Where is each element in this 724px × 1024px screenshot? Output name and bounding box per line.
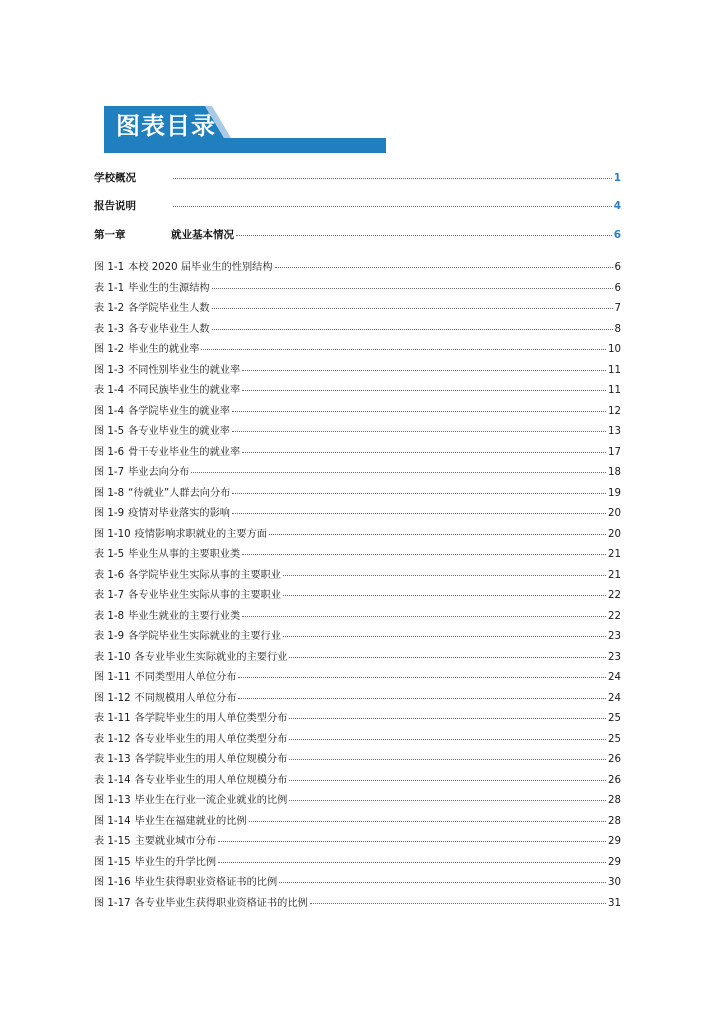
- toc-entry-title: 毕业生的生源结构: [128, 282, 210, 294]
- toc-entry-label: 表 1-5: [94, 549, 125, 560]
- toc-leader-dots: [212, 307, 613, 309]
- toc-entry-row[interactable]: [94, 873, 621, 888]
- toc-entry-row[interactable]: [94, 484, 621, 499]
- toc-page-number: 7: [614, 303, 621, 314]
- toc-page-number: 23: [608, 651, 621, 663]
- toc-entry-title: 疫情对毕业落实的影响: [128, 508, 230, 519]
- toc-entry-label: 图 1-8: [94, 487, 125, 499]
- toc-leader-dots: [289, 738, 606, 740]
- toc-entry-row[interactable]: [94, 750, 621, 765]
- toc-entry-label: 表 1-14: [94, 774, 131, 786]
- toc-entry-row[interactable]: [94, 771, 621, 786]
- toc-leader-dots: [212, 328, 613, 330]
- toc-entry-label: 图 1-16: [94, 877, 131, 888]
- toc-entry-label: 表 1-2: [94, 303, 125, 314]
- toc-leader-dots: [232, 410, 606, 412]
- toc-page-number: 21: [608, 569, 621, 581]
- toc-leader-dots: [236, 234, 612, 236]
- toc-entry-title: 各专业毕业生的就业率: [128, 426, 230, 437]
- toc-entry-label: 表 1-4: [94, 385, 125, 396]
- toc-entry-label: 图 1-14: [94, 815, 131, 827]
- toc-entry-title: 主要就业城市分布: [134, 836, 217, 847]
- toc-leader-dots: [201, 348, 606, 350]
- toc-entry-label: 表 1-12: [94, 733, 131, 745]
- toc-entry-title: 各专业毕业生的用人单位规模分布: [134, 774, 288, 786]
- toc-entry-title: 毕业去向分布: [128, 467, 190, 478]
- toc-page-number: 6: [614, 262, 621, 273]
- toc-entry-title: 毕业生从事的主要职业类: [128, 549, 241, 560]
- toc-entry-label: 表 1-1: [94, 282, 125, 294]
- toc-page-number: 17: [608, 446, 621, 458]
- toc-entry-title: 毕业生在行业一流企业就业的比例: [134, 795, 288, 806]
- toc-entry-row[interactable]: [94, 320, 621, 335]
- toc-entry-row[interactable]: [94, 894, 621, 909]
- toc-page-number: 22: [608, 610, 621, 622]
- toc-page-number: 26: [608, 774, 621, 786]
- toc-entry-title: 毕业生获得职业资格证书的比例: [134, 877, 278, 888]
- toc-page-number: 20: [608, 508, 621, 519]
- toc-page-number: 28: [608, 795, 621, 806]
- toc-page-number: 24: [608, 672, 621, 683]
- toc-entry-row[interactable]: [94, 607, 621, 622]
- toc-entry-title: “待就业”人群去向分布: [128, 487, 231, 499]
- toc-leader-dots: [238, 697, 606, 699]
- toc-leader-dots: [232, 512, 606, 514]
- toc-entry-row[interactable]: [94, 832, 621, 847]
- toc-entry-title: 毕业生在福建就业的比例: [134, 815, 247, 827]
- toc-entry-row[interactable]: [94, 299, 621, 314]
- toc-entry-label: 图 1-17: [94, 897, 131, 909]
- toc-leader-dots: [283, 594, 606, 596]
- toc-entry-title: 不同性别毕业生的就业率: [128, 364, 241, 376]
- toc-page-number: 28: [608, 815, 621, 827]
- toc-leader-dots: [232, 430, 606, 432]
- toc-entry-title: 各专业毕业生人数: [128, 323, 210, 335]
- toc-section-label: 报告说明: [94, 200, 136, 212]
- toc-page-number: 25: [608, 713, 621, 724]
- toc-entry-title: 各学院毕业生实际就业的主要行业: [128, 631, 281, 642]
- toc-leader-dots: [212, 287, 613, 289]
- toc-page-number: 18: [608, 467, 621, 478]
- toc-leader-dots: [173, 177, 612, 179]
- toc-page-number: 30: [608, 877, 621, 888]
- toc-entry-title: 各学院毕业生人数: [128, 303, 210, 314]
- toc-page-number: 26: [608, 754, 621, 765]
- toc-leader-dots: [289, 758, 606, 760]
- toc-entry-label: 图 1-2: [94, 344, 125, 355]
- toc-entry-title: 各学院毕业生的用人单位类型分布: [134, 713, 288, 724]
- toc-entry-label: 表 1-9: [94, 631, 125, 642]
- toc-entry-title: 各专业毕业生实际从事的主要职业: [128, 590, 281, 601]
- toc-page-number: 6: [614, 282, 621, 294]
- toc-entry-label: 表 1-7: [94, 590, 125, 601]
- toc-entry-title: 本校 2020 届毕业生的性别结构: [128, 262, 273, 273]
- toc-entry-row[interactable]: [94, 853, 621, 868]
- toc-entry-row[interactable]: [94, 791, 621, 806]
- toc-section-row[interactable]: [94, 170, 621, 185]
- toc-entry-label: 图 1-13: [94, 795, 131, 806]
- toc-page-number: 21: [608, 549, 621, 560]
- toc-entry-label: 图 1-5: [94, 426, 125, 437]
- toc-page-number: 31: [608, 897, 621, 909]
- toc-page-number: 13: [608, 426, 621, 437]
- toc-leader-dots: [242, 369, 606, 371]
- toc-entry-title: 不同规模用人单位分布: [134, 692, 237, 704]
- toc-section-label: 第一章: [94, 229, 126, 241]
- toc-entry-label: 图 1-3: [94, 364, 125, 376]
- toc-entry-row[interactable]: [94, 258, 621, 273]
- toc-leader-dots: [275, 266, 613, 268]
- toc-page-number: 25: [608, 733, 621, 745]
- toc-entry-title: 毕业生的升学比例: [134, 856, 217, 868]
- toc-entry-label: 表 1-13: [94, 754, 131, 765]
- toc-leader-dots: [289, 779, 606, 781]
- toc-section-row[interactable]: [94, 198, 621, 213]
- toc-leader-dots: [310, 902, 606, 904]
- toc-leader-dots: [289, 717, 606, 719]
- toc-entry-title: 疫情影响求职就业的主要方面: [134, 528, 267, 540]
- toc-entry-row[interactable]: [94, 443, 621, 458]
- toc-entry-title: 各专业毕业生实际就业的主要行业: [134, 651, 288, 663]
- toc-entry-row[interactable]: [94, 689, 621, 704]
- toc-entry-title: 各专业毕业生获得职业资格证书的比例: [134, 897, 308, 909]
- toc-entry-row[interactable]: [94, 586, 621, 601]
- toc-entry-row[interactable]: [94, 668, 621, 683]
- toc-entry-label: 图 1-9: [94, 508, 125, 519]
- toc-leader-dots: [283, 574, 606, 576]
- toc-leader-dots: [242, 451, 606, 453]
- toc-section-row[interactable]: [94, 227, 621, 242]
- toc-entry-title: 各学院毕业生的用人单位规模分布: [134, 754, 288, 765]
- toc-entry-label: 表 1-11: [94, 713, 131, 724]
- toc-leader-dots: [238, 676, 606, 678]
- page-title: 图表目录: [116, 112, 216, 140]
- toc-entry-label: 表 1-15: [94, 836, 131, 847]
- toc-leader-dots: [289, 799, 606, 801]
- toc-entry-label: 图 1-1: [94, 262, 125, 273]
- toc-page-number: 29: [608, 856, 621, 868]
- toc-page-number: 11: [608, 364, 621, 376]
- toc-page-number: 23: [608, 631, 621, 642]
- toc-entry-title: 各学院毕业生的就业率: [128, 405, 230, 417]
- toc-entry-title: 骨干专业毕业生的就业率: [128, 446, 241, 458]
- toc-entry-label: 图 1-10: [94, 528, 131, 540]
- toc-leader-dots: [242, 615, 606, 617]
- toc-entry-title: 不同类型用人单位分布: [134, 672, 237, 683]
- toc-leader-dots: [289, 656, 606, 658]
- toc-entry-title: 毕业生的就业率: [128, 344, 200, 355]
- toc-entry-label: 表 1-10: [94, 651, 131, 663]
- toc-entry-row[interactable]: [94, 648, 621, 663]
- toc-entry-title: 各专业毕业生的用人单位类型分布: [134, 733, 288, 745]
- toc-page-number: 1: [613, 172, 621, 184]
- toc-entry-row[interactable]: [94, 340, 621, 355]
- toc-page-number: 20: [608, 528, 621, 540]
- toc-entry-row[interactable]: [94, 381, 621, 396]
- toc-entry-row[interactable]: [94, 422, 621, 437]
- toc-page-number: 29: [608, 836, 621, 847]
- toc-page-number: 24: [608, 692, 621, 704]
- toc-entry-row[interactable]: [94, 279, 621, 294]
- toc-entry-label: 图 1-7: [94, 467, 125, 478]
- toc-entry-title: 毕业生就业的主要行业类: [128, 610, 241, 622]
- toc-entry-label: 图 1-12: [94, 692, 131, 704]
- toc-entry-row[interactable]: [94, 709, 621, 724]
- toc-entry-label: 图 1-4: [94, 405, 125, 417]
- toc-page-number: 6: [613, 229, 621, 241]
- toc-leader-dots: [249, 820, 606, 822]
- toc-leader-dots: [173, 205, 612, 207]
- toc-leader-dots: [242, 389, 606, 391]
- toc-page-number: 19: [608, 487, 621, 499]
- toc-leader-dots: [279, 881, 606, 883]
- toc-leader-dots: [232, 492, 606, 494]
- toc-entry-label: 表 1-8: [94, 610, 125, 622]
- toc-entry-row[interactable]: [94, 730, 621, 745]
- toc-entry-row[interactable]: [94, 361, 621, 376]
- toc-page-number: 22: [608, 590, 621, 601]
- toc-leader-dots: [218, 861, 606, 863]
- toc-leader-dots: [283, 635, 606, 637]
- toc-entry-label: 图 1-6: [94, 446, 125, 458]
- toc-leader-dots: [218, 840, 606, 842]
- toc-banner: [104, 106, 386, 153]
- toc-entry-row[interactable]: [94, 545, 621, 560]
- toc-entry-label: 图 1-15: [94, 856, 131, 868]
- toc-entry-title: 各学院毕业生实际从事的主要职业: [128, 569, 281, 581]
- toc-entry-row[interactable]: [94, 525, 621, 540]
- toc-entry-label: 表 1-3: [94, 323, 125, 335]
- toc-entry-label: 图 1-11: [94, 672, 131, 683]
- toc-page-number: 12: [608, 405, 621, 417]
- toc-page-number: 4: [613, 200, 621, 212]
- toc-page-number: 8: [614, 323, 621, 335]
- toc-entry-row[interactable]: [94, 627, 621, 642]
- toc-leader-dots: [269, 533, 606, 535]
- toc-entry-row[interactable]: [94, 566, 621, 581]
- toc-entry-row[interactable]: [94, 812, 621, 827]
- toc-entry-title: 不同民族毕业生的就业率: [128, 385, 241, 396]
- toc-page-number: 10: [608, 344, 621, 355]
- toc-leader-dots: [242, 553, 606, 555]
- toc-section-label: 学校概况: [94, 172, 136, 184]
- toc-leader-dots: [191, 471, 606, 473]
- toc-page-number: 11: [608, 385, 621, 396]
- toc-entry-row[interactable]: [94, 463, 621, 478]
- toc-entry-label: 表 1-6: [94, 569, 125, 581]
- toc-entry-row[interactable]: [94, 402, 621, 417]
- toc-section-title: 就业基本情况: [171, 229, 234, 241]
- toc-entry-row[interactable]: [94, 504, 621, 519]
